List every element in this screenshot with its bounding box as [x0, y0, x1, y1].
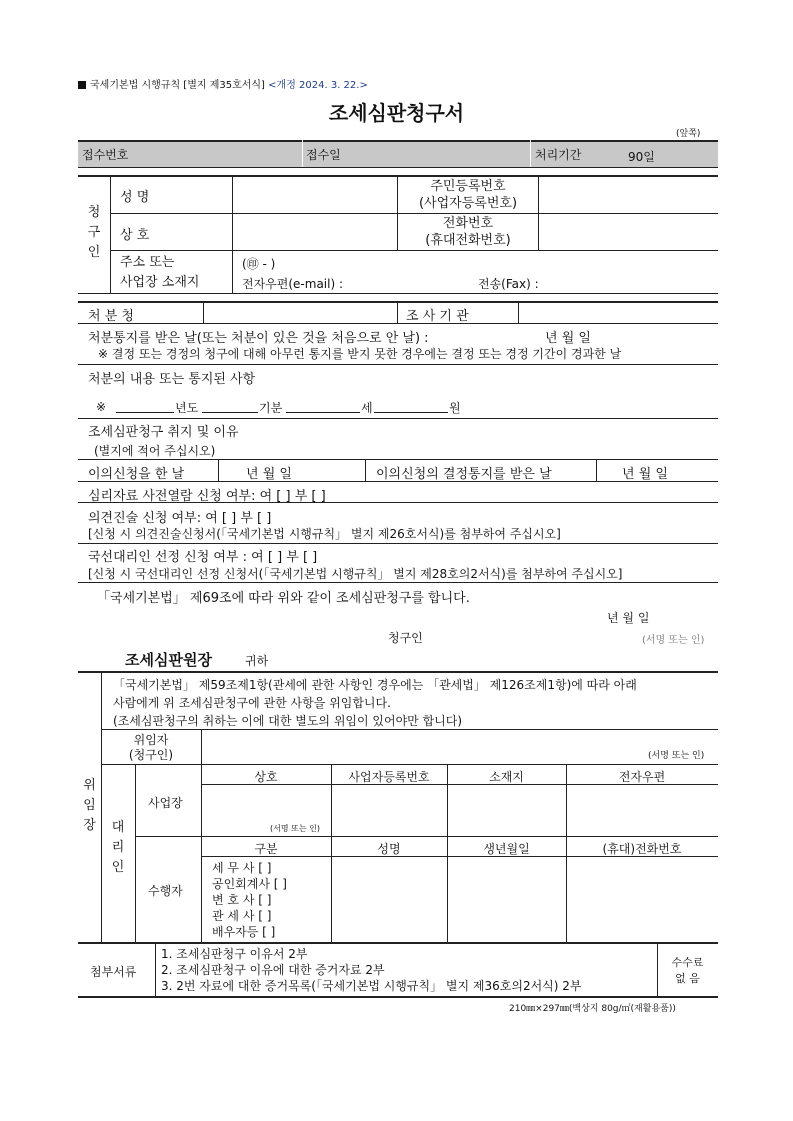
front-side-label: (앞쪽): [676, 129, 701, 139]
performer-col-birth: 생년월일: [483, 842, 530, 856]
purpose-title: 조세심판청구 취지 및 이유: [88, 425, 239, 440]
revision-text: <개정 2024. 3. 22.>: [268, 80, 368, 91]
tax-note-mark: ※: [96, 400, 107, 414]
objection-notice-label: 이의신청의 결정통지를 받은 날: [376, 467, 552, 482]
disposition-content-label: 처분의 내용 또는 통지된 사항: [88, 372, 256, 387]
name-label: 성 명: [120, 190, 150, 205]
email-label: 전자우편(e-mail) :: [242, 277, 344, 291]
claimant-label: 청 구 인: [87, 205, 101, 260]
fee-info: 수수료 없 음: [671, 956, 704, 985]
attachment-item: 1. 조세심판청구 이유서 2부: [161, 947, 308, 961]
performer-type-list: [212, 860, 287, 940]
investigator-label: 조 사 기 관: [406, 309, 469, 324]
performer-type-cpa[interactable]: 공인회계사 [ ]: [212, 877, 287, 891]
performer-col-type: 구분: [254, 842, 278, 856]
processing-period-label: 처리기간: [535, 148, 582, 162]
performer-col-phone: (휴대)전화번호: [602, 842, 682, 856]
tax-won-label: 원: [449, 401, 461, 415]
business-col-address: 소재지: [489, 770, 524, 784]
notice-date-label: 처분통지를 받은 날(또는 처분이 있은 것을 처음으로 안 날) :: [88, 331, 429, 346]
business-label: 사업장: [148, 796, 183, 810]
attachments-label: 첨부서류: [90, 965, 137, 979]
statement-date: 년 월 일: [607, 611, 650, 625]
performer-col-name: 성명: [377, 842, 401, 856]
opinion-request: 의견진술 신청 여부: 여 [ ] 부 [ ]: [88, 511, 272, 526]
performer-label: 수행자: [148, 884, 183, 898]
objection-date-label: 이의신청을 한 날: [88, 467, 185, 482]
business-col-trade: 상호: [254, 770, 278, 784]
disposition-office-label: 처 분 청: [88, 309, 134, 324]
page-title: 조세심판청구서: [328, 101, 465, 125]
addressee-suffix: 귀하: [245, 654, 269, 668]
performer-type-lawyer[interactable]: 변 호 사 [ ]: [212, 893, 272, 907]
square-bullet-icon: [78, 81, 86, 89]
delegation-label: 위 임 장: [83, 778, 96, 833]
performer-type-customs-broker[interactable]: 관 세 사 [ ]: [212, 909, 272, 923]
addressee-name: 조세심판원장: [125, 651, 212, 669]
regulation-text: 국세기본법 시행규칙 [별지 제35호서식]: [90, 80, 265, 91]
delegator-sign-hint: (서명 또는 인): [648, 751, 705, 761]
public-representative-request: 국선대리인 선정 신청 여부 : 여 [ ] 부 [ ]: [88, 550, 318, 565]
tax-item-label: 세: [361, 401, 373, 415]
performer-type-spouse[interactable]: 배우자등 [ ]: [212, 925, 276, 939]
receipt-bar: [78, 140, 718, 167]
objection-notice-value: 년 월 일: [622, 467, 668, 482]
tax-year-label: 년도: [175, 401, 199, 415]
claimant-sign-label: 청구인: [388, 631, 423, 645]
attachments-list: [161, 946, 582, 994]
claimant-sign-hint: (서명 또는 인): [642, 635, 705, 646]
agent-label: 대 리 인: [111, 820, 125, 875]
postcode-field[interactable]: (㊞ - ): [242, 257, 276, 271]
objection-date-value: 년 월 일: [246, 467, 292, 482]
business-sign-hint: (서명 또는 인): [270, 824, 320, 833]
delegation-text: 「국세기본법」 제59조제1항(관세에 관한 사항인 경우에는 「관세법」 제126조제1항)에 따라 아래 사람에게 위 조세심판청구에 관한 사항을 위임합니다. (조세심판청구의 취하는 이에 대한 별도의 위임이 있어야만 합니다): [113, 678, 637, 728]
attachment-item: 3. 2번 자료에 대한 증거목록(「국세기본법 시행규칙」 별지 제36호의2서식) 2부: [161, 979, 582, 993]
preview-request: 심리자료 사전열람 신청 여부: 여 [ ] 부 [ ]: [88, 489, 326, 504]
statement-text: 「국세기본법」 제69조에 따라 위와 같이 조세심판청구를 합니다.: [97, 591, 470, 606]
phone-label: 전화번호 (휴대전화번호): [425, 216, 511, 248]
business-col-email: 전자우편: [618, 770, 666, 784]
tax-period-label: 기분: [259, 401, 283, 415]
address-label: 주소 또는 사업장 소재지: [120, 255, 200, 290]
notice-date-ymd: 년 월 일: [545, 331, 591, 346]
receipt-number-label: 접수번호: [82, 148, 129, 162]
business-col-regno: 사업자등록번호: [348, 770, 430, 784]
regulation-line: [78, 76, 368, 91]
performer-type-tax-accountant[interactable]: 세 무 사 [ ]: [212, 861, 272, 875]
fax-label: 전송(Fax) :: [478, 277, 539, 291]
notice-note: ※ 결정 또는 경정의 청구에 대해 아무런 통지를 받지 못한 경우에는 결정 또는 경정 기간이 경과한 날: [98, 347, 622, 361]
opinion-note: [신청 시 의견진술신청서(「국세기본법 시행규칙」 별지 제26호서식)를 첨부하여 주십시오]: [88, 527, 561, 541]
paper-spec-footer: 210㎜×297㎜(백상지 80g/㎡(재활용품)): [509, 1004, 676, 1014]
processing-period-value: 90일: [628, 150, 655, 164]
attachment-item: 2. 조세심판청구 이유에 대한 증거자료 2부: [161, 963, 385, 977]
purpose-sub: (별지에 적어 주십시오): [94, 444, 216, 458]
rrn-label: 주민등록번호 (사업자등록번호): [418, 179, 518, 211]
trade-name-label: 상 호: [120, 228, 150, 243]
public-representative-note: [신청 시 국선대리인 선정 신청서(「국세기본법 시행규칙」 별지 제28호의2서식)를 첨부하여 주십시오]: [88, 567, 623, 581]
receipt-date-label: 접수일: [306, 148, 341, 162]
delegator-label: 위임자 (청구인): [128, 733, 174, 762]
